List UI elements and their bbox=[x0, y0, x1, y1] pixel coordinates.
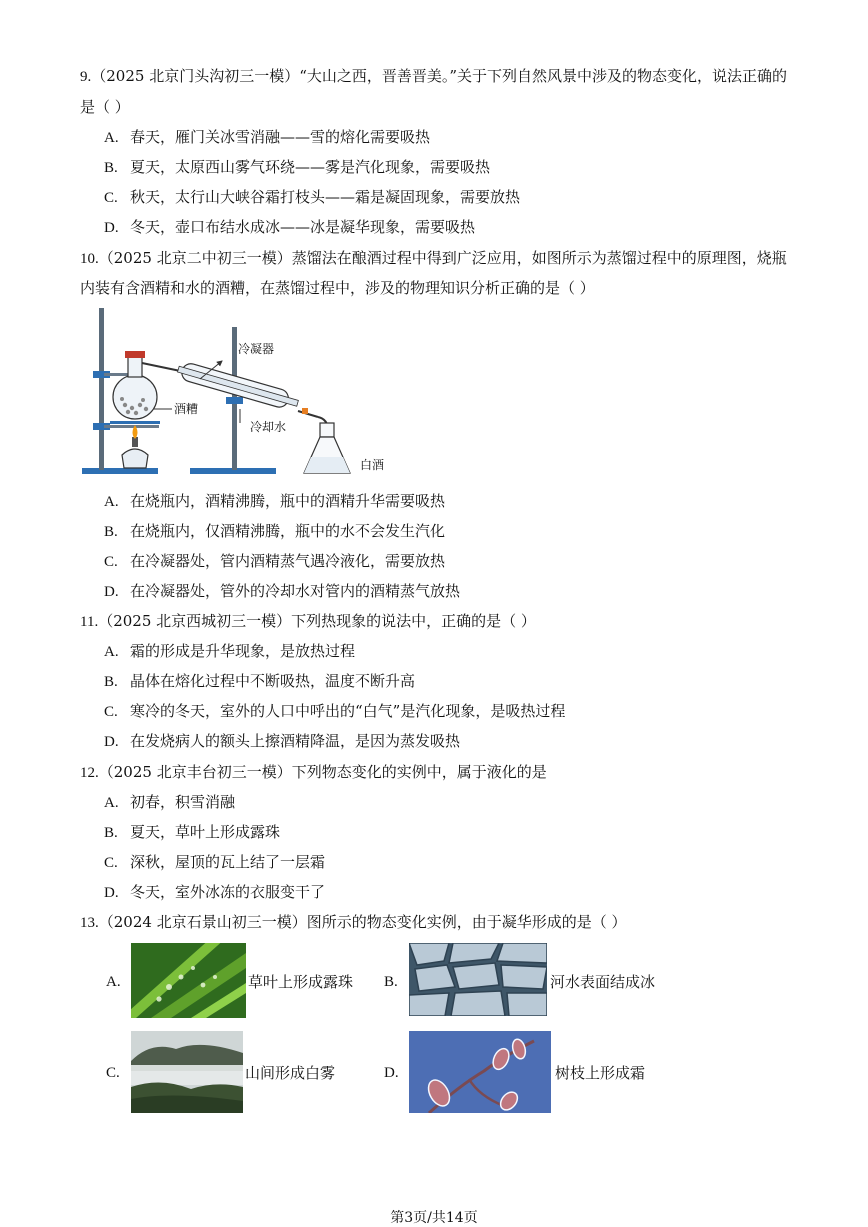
option-text: 深秋，屋顶的瓦上结了一层霜 bbox=[130, 853, 326, 871]
question-stem-text: （2025 北京门头沟初三一模）“大山之西，晋善晋美。”关于下列自然风景中涉及的物态变化，说法正确的 bbox=[91, 67, 788, 85]
option-text: 草叶上形成露珠 bbox=[248, 973, 354, 991]
option-text: 在烧瓶内，酒精沸腾，瓶中的酒精升华需要吸热 bbox=[130, 492, 446, 510]
label-cooling-water: 冷却水 bbox=[250, 420, 287, 434]
question-number: 10. bbox=[80, 251, 99, 267]
option-letter: D. bbox=[104, 220, 119, 236]
option-letter: D. bbox=[384, 1065, 399, 1081]
option-text: 夏天，草叶上形成露珠 bbox=[130, 823, 281, 841]
option-letter: B. bbox=[104, 825, 118, 841]
question-number: 13. bbox=[80, 915, 99, 931]
option-text: 夏天，太原西山雾气环绕——雾是汽化现象，需要吸热 bbox=[130, 158, 491, 176]
option-letter: C. bbox=[106, 1065, 120, 1081]
question-number: 9. bbox=[80, 69, 92, 85]
option-letter: B. bbox=[104, 674, 118, 690]
flask-stopper bbox=[125, 351, 145, 358]
option-letter: A. bbox=[104, 795, 119, 811]
question-stem-line: 内装有含酒精和水的酒糟，在蒸馏过程中，涉及的物理知识分析正确的是（ ） bbox=[80, 279, 595, 297]
option-letter: D. bbox=[104, 885, 119, 901]
option-letter: D. bbox=[104, 584, 119, 600]
question-stem-line bbox=[80, 912, 626, 933]
question-stem-text: （2025 北京二中初三一模）蒸馏法在酿酒过程中得到广泛应用，如图所示为蒸馏过程中的原理图，烧瓶 bbox=[98, 249, 787, 267]
label-liquor: 白酒 bbox=[360, 458, 385, 472]
question-stem-line bbox=[80, 762, 547, 783]
option-text: 山间形成白雾 bbox=[245, 1064, 336, 1082]
left-stand-base bbox=[82, 468, 158, 474]
alcohol-lamp bbox=[122, 425, 148, 468]
option-letter: C. bbox=[104, 855, 118, 871]
option-text: 在发烧病人的额头上擦酒精降温，是因为蒸发吸热 bbox=[130, 732, 461, 750]
grass-dew-photo bbox=[131, 943, 246, 1018]
option-letter: A. bbox=[104, 130, 119, 146]
label-condenser: 冷凝器 bbox=[238, 342, 275, 356]
option-letter: B. bbox=[104, 160, 118, 176]
question-stem-line: 是（ ） bbox=[80, 98, 130, 116]
mountain-fog-photo bbox=[131, 1031, 243, 1113]
question-number: 11. bbox=[80, 614, 99, 630]
option-text: 河水表面结成冰 bbox=[550, 973, 656, 991]
option-text: 秋天，太行山大峡谷霜打枝头——霜是凝固现象，需要放热 bbox=[130, 188, 521, 206]
option-a bbox=[104, 491, 445, 512]
option-letter: B. bbox=[104, 524, 118, 540]
option-letter: A. bbox=[104, 494, 119, 510]
option-letter: A. bbox=[106, 974, 121, 990]
option-letter: B. bbox=[384, 974, 398, 990]
option-b bbox=[104, 521, 445, 542]
option-d bbox=[104, 581, 460, 602]
option-letter: C. bbox=[104, 190, 118, 206]
distillation-diagram bbox=[80, 305, 410, 485]
question-stem-text: （2025 北京丰台初三一模）下列物态变化的实例中，属于液化的是 bbox=[98, 763, 547, 781]
option-text: 在冷凝器处，管内酒精蒸气遇冷液化，需要放热 bbox=[130, 552, 446, 570]
option-c bbox=[104, 187, 520, 208]
option-text: 春天，雁门关冰雪消融——雪的熔化需要吸热 bbox=[130, 128, 431, 146]
option-letter: A. bbox=[104, 644, 119, 660]
option-text: 在烧瓶内，仅酒精沸腾，瓶中的水不会发生汽化 bbox=[130, 522, 446, 540]
conical-flask bbox=[304, 423, 350, 473]
option-letter: D. bbox=[104, 734, 119, 750]
option-b bbox=[104, 157, 490, 178]
question-stem-line bbox=[80, 66, 787, 87]
option-text: 晶体在熔化过程中不断吸热，温度不断升高 bbox=[130, 672, 416, 690]
option-a bbox=[104, 127, 430, 148]
option-a bbox=[104, 792, 235, 813]
question-stem-line bbox=[80, 611, 536, 632]
option-a bbox=[104, 641, 355, 662]
option-text: 寒冷的冬天，室外的人口中呼出的“白气”是汽化现象，是吸热过程 bbox=[130, 702, 566, 720]
option-text: 霜的形成是升华现象，是放热过程 bbox=[130, 642, 356, 660]
right-clamp bbox=[226, 397, 243, 404]
label-mash: 酒糟 bbox=[174, 402, 199, 416]
option-b bbox=[104, 671, 415, 692]
option-text: 冬天，室外冰冻的衣服变干了 bbox=[130, 883, 326, 901]
left-stand-pole bbox=[99, 308, 104, 470]
question-number: 12. bbox=[80, 765, 99, 781]
option-d bbox=[104, 217, 475, 238]
question-stem-text: （2025 北京西城初三一模）下列热现象的说法中，正确的是（ ） bbox=[98, 612, 536, 630]
question-stem-text: （2024 北京石景山初三一模）图所示的物态变化实例，由于凝华形成的是（ ） bbox=[98, 913, 627, 931]
option-text: 树枝上形成霜 bbox=[555, 1064, 646, 1082]
option-b bbox=[104, 822, 280, 843]
option-letter: C. bbox=[104, 704, 118, 720]
option-text: 冬天，壶口布结水成冰——冰是凝华现象，需要吸热 bbox=[130, 218, 476, 236]
option-d bbox=[104, 882, 325, 903]
frost-branch-photo bbox=[409, 1031, 551, 1113]
page-footer: 第3页/共14页 bbox=[390, 1210, 478, 1226]
option-c bbox=[104, 701, 565, 722]
option-text: 初春，积雪消融 bbox=[130, 793, 236, 811]
option-c bbox=[104, 852, 325, 873]
question-stem-line bbox=[80, 248, 787, 269]
option-text: 在冷凝器处，管外的冷却水对管内的酒精蒸气放热 bbox=[130, 582, 461, 600]
option-d bbox=[104, 731, 460, 752]
option-letter: C. bbox=[104, 554, 118, 570]
river-ice-photo bbox=[409, 943, 547, 1016]
option-c bbox=[104, 551, 445, 572]
